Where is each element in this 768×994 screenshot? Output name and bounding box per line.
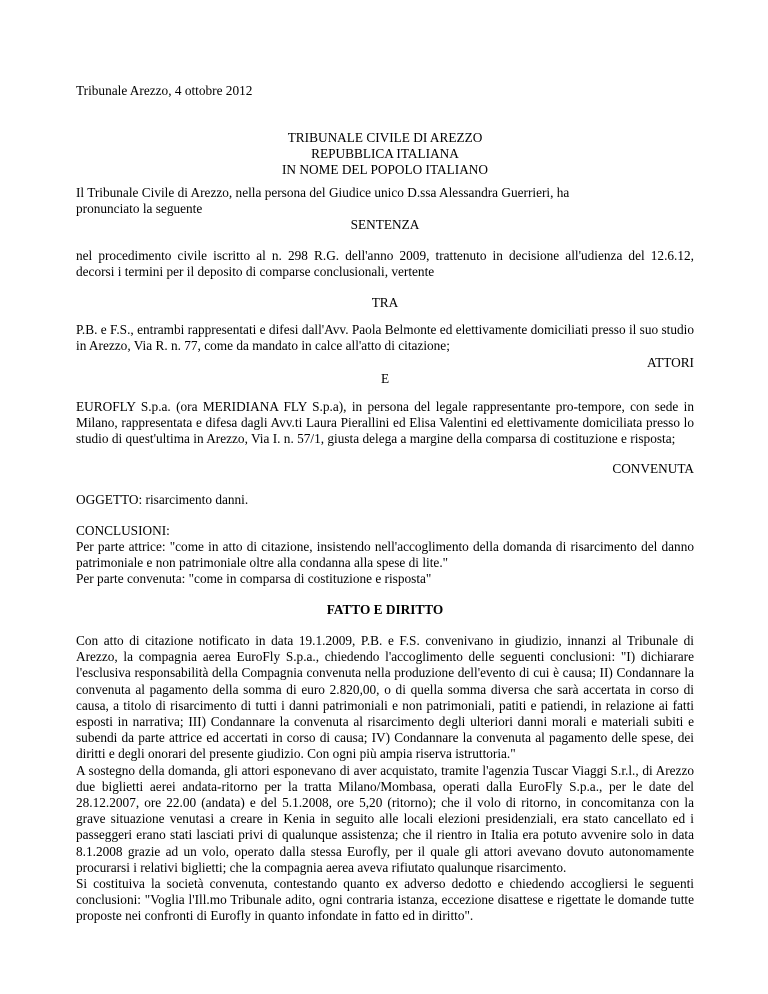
court-heading xyxy=(76,130,694,179)
convenuta-text: EUROFLY S.p.a. (ora MERIDIANA FLY S.p.a), in persona del legale rappresentante pro-tempore, con sede in Milano, rappresentata e difesa dagli Avv.ti Laura Pierallini ed Elisa Valentini ed elettivamente domiciliata presso lo studio di quest'ultima in Arezzo, Via I. n. 57/1, giusta delega a margine della comparsa di costituzione e risposta; xyxy=(76,399,694,447)
conclusioni-title: CONCLUSIONI: xyxy=(76,523,170,538)
intro-line-2: pronunciato la seguente xyxy=(76,201,203,216)
attori-text: P.B. e F.S., entrambi rappresentati e difesi dall'Avv. Paola Belmonte ed elettivamente domiciliati presso il suo studio in Arezzo, Via R. n. 77, come da mandato in calce all'atto di citazione; xyxy=(76,322,694,354)
e-label: E xyxy=(380,371,390,386)
oggetto-line: OGGETTO: risarcimento danni. xyxy=(76,492,249,507)
document-date: Tribunale Arezzo, 4 ottobre 2012 xyxy=(76,83,253,98)
court-name: TRIBUNALE CIVILE DI AREZZO xyxy=(287,130,483,145)
republic-line: REPUBBLICA ITALIANA xyxy=(311,146,459,162)
attori-role: ATTORI xyxy=(646,355,694,370)
intro-line: Il Tribunale Civile di Arezzo, nella persona del Giudice unico D.ssa Alessandra Guerrieri, ha xyxy=(76,185,570,200)
fatto-paragraph-3: Si costituiva la società convenuta, contestando quanto ex adverso dedotto e chiedendo accogliersi le seguenti conclusioni: "Voglia l'Ill.mo Tribunale adito, ogni contraria istanza, eccezione disattese e rigettate le domande tutte proposte nei confronti di Eurofly in quanto infondate in fatto ed in diritto". xyxy=(76,876,694,924)
fatto-paragraph-1: Con atto di citazione notificato in data 19.1.2009, P.B. e F.S. convenivano in giudizio, innanzi al Tribunale di Arezzo, la compagnia aerea EuroFly S.p.a., chiedendo l'accoglimento delle seguenti conclusioni: "I) dichiarare l'esclusiva responsabilità della Compagnia convenuta nella produzione dell'evento di cui è causa; II) Condannare la convenuta al pagamento della somma di euro 2.820,00, o di quella somma diversa che sarà accertata in corso di causa, a titolo di risarcimento di tutti i danni patrimoniali e non patrimoniali, patiti e patiendi, in relazione ai fatti esposti in narrativa; III) Condannare la convenuta al risarcimento degli ulteriori danni morali e materiali subiti e subendi da parte attrice ed accertati in corso di causa; IV) Condannare la convenuta al pagamento delle spese, dei diritti e degli onorari del presente giudizio. Con ogni più ampia riserva istruttoria." xyxy=(76,633,694,762)
conclusioni-attrice: Per parte attrice: "come in atto di citazione, insistendo nell'accoglimento della domanda di risarcimento del danno patrimoniale e non patrimoniale oltre alla condanna alla spese di lite." xyxy=(76,539,694,571)
conclusioni-convenuta: Per parte convenuta: "come in comparsa di costituzione e risposta" xyxy=(76,571,432,586)
fatto-body xyxy=(76,633,694,925)
fatto-diritto-title: FATTO E DIRITTO xyxy=(326,602,444,617)
tra-label: TRA xyxy=(371,295,399,310)
procedimento-text: nel procedimento civile iscritto al n. 298 R.G. dell'anno 2009, trattenuto in decisione all'udienza del 12.6.12, decorsi i termini per il deposito di comparse conclusionali, vertente xyxy=(76,248,694,280)
convenuta-role: CONVENUTA xyxy=(612,461,694,476)
people-line: IN NOME DEL POPOLO ITALIANO xyxy=(282,162,488,178)
sentenza-title: SENTENZA xyxy=(350,217,420,232)
fatto-paragraph-2: A sostegno della domanda, gli attori esponevano di aver acquistato, tramite l'agenzia Tuscar Viaggi S.r.l., di Arezzo due biglietti aerei andata-ritorno per la tratta Milano/Mombasa, operati dalla EuroFly S.p.a., per le date del 28.12.2007, ore 22.00 (andata) e del 5.1.2008, ore 5,20 (ritorno); che il volo di ritorno, in concomitanza con la grave situazione venutasi a creare in Kenia in seguito alle locali elezioni presidenziali, era stato cancellato ed i passeggeri erano stati lasciati privi di qualunque assistenza; che il rientro in Italia era potuto avvenire solo in data 8.1.2008 grazie ad un volo, operato dalla stessa Eurofly, per il quale gli attori avevano dovuto autonomamente procurarsi i relativi biglietti; che la compagnia aerea aveva rifiutato qualunque risarcimento. xyxy=(76,762,694,875)
